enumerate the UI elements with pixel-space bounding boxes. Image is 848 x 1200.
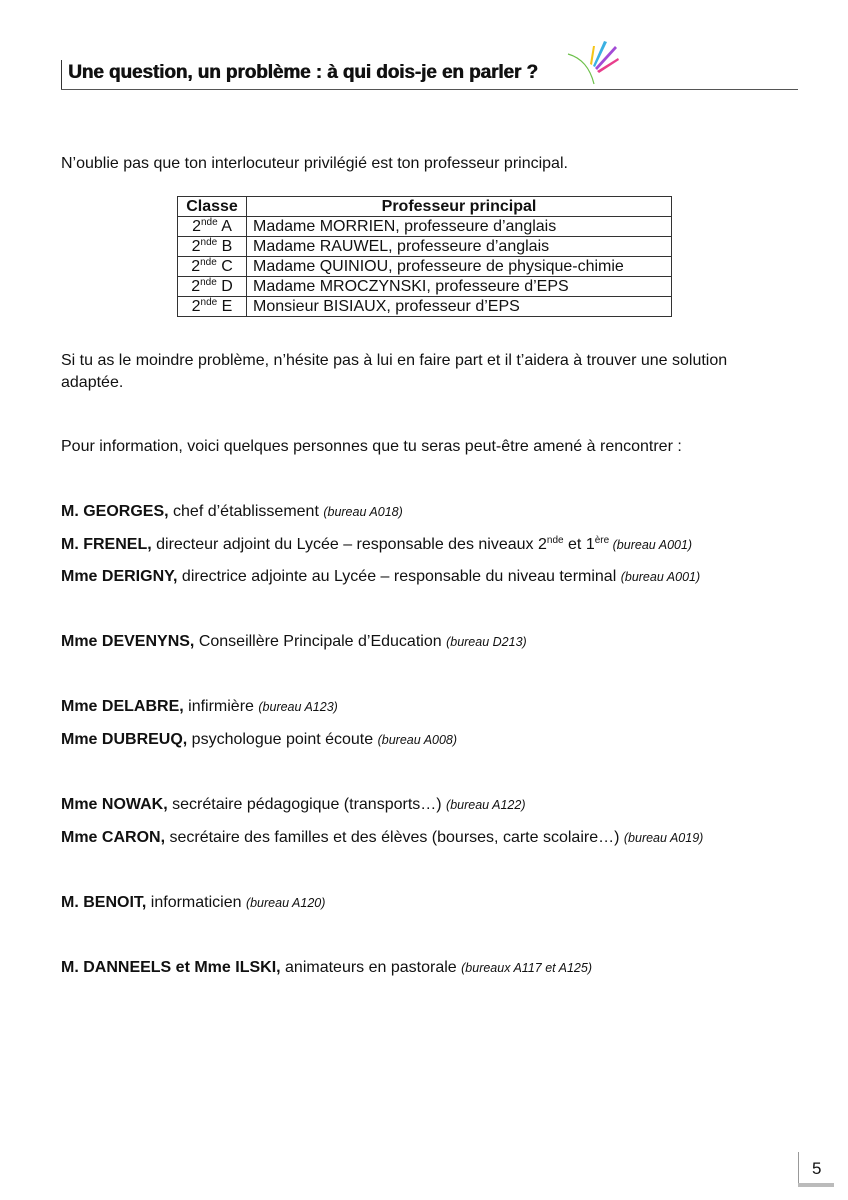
page-title: Une question, un problème : à qui dois-je en parler ?: [68, 62, 538, 83]
person-role: Conseillère Principale d’Education: [194, 633, 447, 650]
person-office: (bureau A019): [623, 831, 704, 845]
person-caron: [61, 829, 703, 847]
person-name: Mme DUBREUQ,: [61, 731, 188, 748]
person-danneels-ilski: [61, 959, 592, 977]
person-office: (bureau A001): [609, 538, 693, 552]
table-header-row: [178, 197, 672, 217]
person-role: chef d’établissement: [168, 503, 324, 520]
person-name: Mme CARON,: [61, 829, 166, 846]
intro-text: N’oublie pas que ton interlocuteur privilégié est ton professeur principal.: [61, 155, 568, 172]
page-number-bar: [798, 1183, 834, 1187]
class-letter: A: [217, 218, 232, 235]
level-suffix-ere: ère: [594, 535, 610, 546]
principal-teachers-table: [177, 196, 672, 317]
person-role: infirmière: [183, 698, 259, 715]
page-number-box: [798, 1152, 838, 1188]
class-cell: [178, 237, 247, 257]
class-suffix: nde: [200, 277, 217, 288]
table-row: [178, 257, 672, 277]
person-frenel: [61, 536, 692, 554]
person-office: (bureau A122): [446, 798, 526, 812]
person-nowak: [61, 796, 526, 814]
person-office: (bureau A123): [258, 700, 338, 714]
level-suffix-nde: nde: [546, 535, 564, 546]
person-office: (bureau A120): [245, 896, 326, 910]
class-suffix: nde: [200, 217, 218, 228]
person-name: M. GEORGES,: [61, 503, 169, 520]
class-cell: [178, 217, 247, 237]
table-row: [178, 297, 672, 317]
person-role: secrétaire pédagogique (transports…): [167, 796, 447, 813]
class-cell: [178, 257, 247, 277]
person-role: informaticien: [146, 894, 246, 911]
person-georges: [61, 503, 403, 521]
class-number: 2: [191, 258, 201, 275]
person-role: secrétaire des familles et des élèves (bourses, carte scolaire…): [165, 829, 624, 846]
person-name: Mme DEVENYNS,: [61, 633, 195, 650]
professor-cell: Monsieur BISIAUX, professeur d’EPS: [247, 297, 672, 317]
person-office: (bureau A008): [377, 733, 458, 747]
person-role: psychologue point écoute: [187, 731, 378, 748]
advice-text: Si tu as le moindre problème, n’hésite pas à lui en faire part et il t’aidera à trouver une solution adaptée.: [61, 352, 728, 391]
professor-cell: Madame MORRIEN, professeure d’anglais: [247, 217, 672, 237]
column-header-class: Classe: [178, 197, 247, 217]
class-number: 2: [191, 278, 201, 295]
info-text: Pour information, voici quelques personnes que tu seras peut-être amené à rencontrer :: [61, 438, 682, 455]
professor-cell: Madame MROCZYNSKI, professeure d’EPS: [247, 277, 672, 297]
class-cell: [178, 297, 247, 317]
table-row: [178, 217, 672, 237]
table-row: [178, 277, 672, 297]
person-devenyns: [61, 633, 527, 651]
class-cell: [178, 277, 247, 297]
person-derigny: [61, 568, 700, 586]
person-role: directrice adjointe au Lycée – responsable du niveau terminal: [177, 568, 621, 585]
person-office: (bureaux A117 et A125): [461, 961, 592, 975]
class-letter: D: [216, 278, 233, 295]
person-office: (bureau D213): [446, 635, 527, 649]
person-name: Mme DELABRE,: [61, 698, 184, 715]
person-role-mid: et 1: [563, 536, 595, 553]
class-letter: C: [216, 258, 233, 275]
page-number: 5: [812, 1159, 822, 1178]
person-name: Mme DERIGNY,: [61, 568, 178, 585]
professor-cell: Madame RAUWEL, professeure d’anglais: [247, 237, 672, 257]
class-suffix: nde: [200, 237, 218, 248]
person-benoit: [61, 894, 325, 912]
class-suffix: nde: [200, 257, 217, 268]
person-role: directeur adjoint du Lycée – responsable des niveaux 2: [151, 536, 547, 553]
class-number: 2: [191, 298, 201, 315]
class-number: 2: [192, 218, 201, 235]
professor-cell: Madame QUINIOU, professeure de physique-chimie: [247, 257, 672, 277]
person-name: M. BENOIT,: [61, 894, 147, 911]
person-office: (bureau A018): [323, 505, 403, 519]
person-name: Mme NOWAK,: [61, 796, 168, 813]
person-name: M. DANNEELS et Mme ILSKI,: [61, 959, 281, 976]
person-delabre: [61, 698, 338, 716]
table-row: [178, 237, 672, 257]
page-number-rule: [798, 1152, 799, 1186]
person-dubreuq: [61, 731, 457, 749]
header-underline: [61, 89, 798, 90]
person-office: (bureau A001): [620, 570, 701, 584]
person-name: M. FRENEL,: [61, 536, 152, 553]
column-header-professor: Professeur principal: [247, 197, 672, 217]
class-suffix: nde: [200, 297, 218, 308]
brush-strokes-logo: [560, 34, 624, 86]
person-role: animateurs en pastorale: [280, 959, 462, 976]
header-left-rule: [61, 60, 62, 90]
class-letter: E: [217, 298, 233, 315]
class-number: 2: [191, 238, 201, 255]
class-letter: B: [217, 238, 233, 255]
